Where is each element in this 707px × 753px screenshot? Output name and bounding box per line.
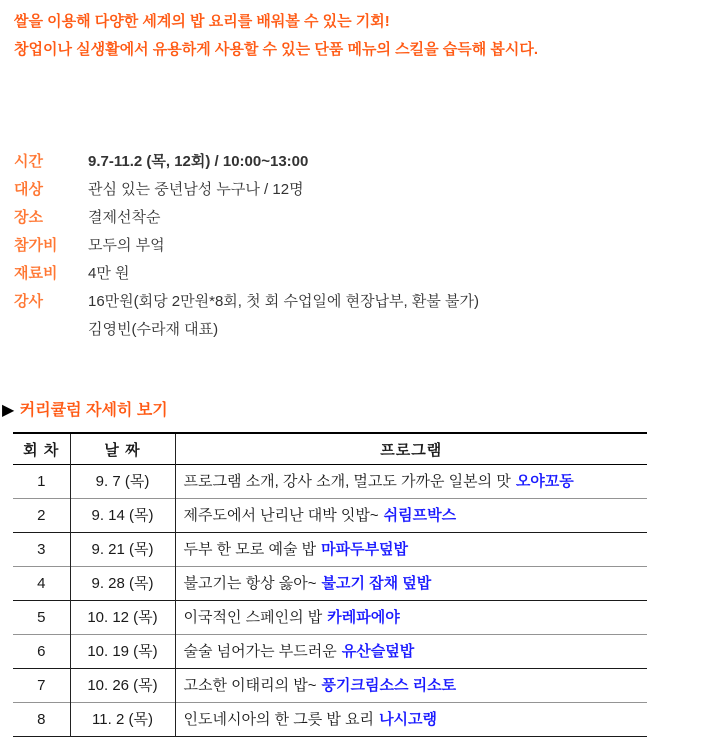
detail-label: 참가비 <box>14 237 58 254</box>
program-description: 고소한 이태리의 밥~ <box>183 676 317 694</box>
program-description: 술술 넘어가는 부드러운 <box>183 642 337 660</box>
cell-session-no: 3 <box>13 533 70 567</box>
cell-session-no: 4 <box>13 567 70 601</box>
col-header-program: 프로그램 <box>380 441 443 459</box>
cell-program <box>175 601 647 635</box>
program-menu-name: 풍기크림소스 리소토 <box>321 676 457 694</box>
detail-value-line: 9.7-11.2 (목, 12회) / 10:00~13:00 <box>88 153 309 170</box>
cell-date: 11. 2 (목) <box>70 703 175 737</box>
program-description: 불고기는 항상 옳아~ <box>183 574 317 592</box>
cell-date: 10. 19 (목) <box>70 635 175 669</box>
cell-date: 9. 28 (목) <box>70 567 175 601</box>
detail-value-line: 16만원(회당 2만원*8회, 첫 회 수업일에 현장납부, 환불 불가) <box>88 293 479 310</box>
detail-value-line: 관심 있는 중년남성 누구나 / 12명 <box>88 181 304 198</box>
col-header-date: 날 짜 <box>70 433 175 465</box>
cell-date: 9. 14 (목) <box>70 499 175 533</box>
table-row <box>13 499 647 533</box>
detail-label: 장소 <box>14 209 43 226</box>
cell-program <box>175 703 647 737</box>
detail-row <box>14 204 707 232</box>
curriculum-heading-text: 커리큘럼 자세히 보기 <box>19 402 168 419</box>
col-header-session: 회 차 <box>13 433 70 465</box>
cell-program <box>175 635 647 669</box>
program-menu-name: 나시고랭 <box>379 710 438 728</box>
cell-session-no: 6 <box>13 635 70 669</box>
detail-value-line: 결제선착순 <box>88 209 161 226</box>
detail-label: 강사 <box>14 293 43 310</box>
detail-label: 재료비 <box>14 265 58 282</box>
detail-row <box>14 260 707 288</box>
course-details-list <box>14 148 707 344</box>
cell-program <box>175 567 647 601</box>
detail-value <box>88 204 160 232</box>
table-row <box>13 635 647 669</box>
cell-program <box>175 465 647 499</box>
detail-row <box>14 232 707 260</box>
curriculum-table-header <box>13 433 647 465</box>
detail-label: 시간 <box>14 153 43 170</box>
table-row <box>13 601 647 635</box>
cell-date: 10. 12 (목) <box>70 601 175 635</box>
program-description: 프로그램 소개, 강사 소개, 멀고도 가까운 일본의 맛 <box>183 472 511 490</box>
program-description: 두부 한 모로 예술 밥 <box>183 540 317 558</box>
cell-session-no: 2 <box>13 499 70 533</box>
detail-row <box>14 148 707 176</box>
detail-value <box>88 148 308 176</box>
cell-date: 9. 21 (목) <box>70 533 175 567</box>
detail-value-line: 모두의 부엌 <box>88 237 165 254</box>
cell-program <box>175 533 647 567</box>
curriculum-table <box>13 432 647 737</box>
program-menu-name: 유산슬덮밥 <box>341 642 415 660</box>
program-menu-name: 오야꼬동 <box>515 472 574 490</box>
cell-date: 10. 26 (목) <box>70 669 175 703</box>
detail-value <box>88 232 165 260</box>
detail-row <box>14 176 707 204</box>
table-row <box>13 669 647 703</box>
cell-session-no: 8 <box>13 703 70 737</box>
intro-line-2: 창업이나 실생활에서 유용하게 사용할 수 있는 단품 메뉴의 스킬을 습득해 봅시다. <box>14 41 539 58</box>
cell-session-no: 1 <box>13 465 70 499</box>
program-description: 제주도에서 난리난 대박 잇밥~ <box>183 506 379 524</box>
table-row <box>13 533 647 567</box>
program-menu-name: 마파두부덮밥 <box>321 540 409 558</box>
detail-value <box>88 176 304 204</box>
table-row <box>13 567 647 601</box>
program-menu-name: 카레파에야 <box>327 608 400 626</box>
triangle-marker-icon: ▶ <box>2 402 15 419</box>
detail-value <box>88 288 479 344</box>
detail-value-line: 김영빈(수라재 대표) <box>88 321 219 338</box>
cell-session-no: 5 <box>13 601 70 635</box>
program-description: 인도네시아의 한 그릇 밥 요리 <box>183 710 375 728</box>
curriculum-table-body <box>13 465 647 737</box>
table-row <box>13 703 647 737</box>
detail-value-line: 4만 원 <box>88 265 130 282</box>
curriculum-heading <box>2 400 707 422</box>
detail-label: 대상 <box>14 181 43 198</box>
intro-line-1: 쌀을 이용해 다양한 세계의 밥 요리를 배워볼 수 있는 기회! <box>14 13 390 30</box>
detail-value <box>88 260 130 288</box>
table-row <box>13 465 647 499</box>
program-menu-name: 불고기 잡채 덮밥 <box>321 574 432 592</box>
detail-row <box>14 288 707 344</box>
cell-session-no: 7 <box>13 669 70 703</box>
cell-program <box>175 499 647 533</box>
cell-date: 9. 7 (목) <box>70 465 175 499</box>
cell-program <box>175 669 647 703</box>
program-description: 이국적인 스페인의 밥 <box>183 608 323 626</box>
header-row <box>13 433 647 465</box>
intro-text <box>0 0 707 64</box>
program-menu-name: 쉬림프박스 <box>383 506 457 524</box>
